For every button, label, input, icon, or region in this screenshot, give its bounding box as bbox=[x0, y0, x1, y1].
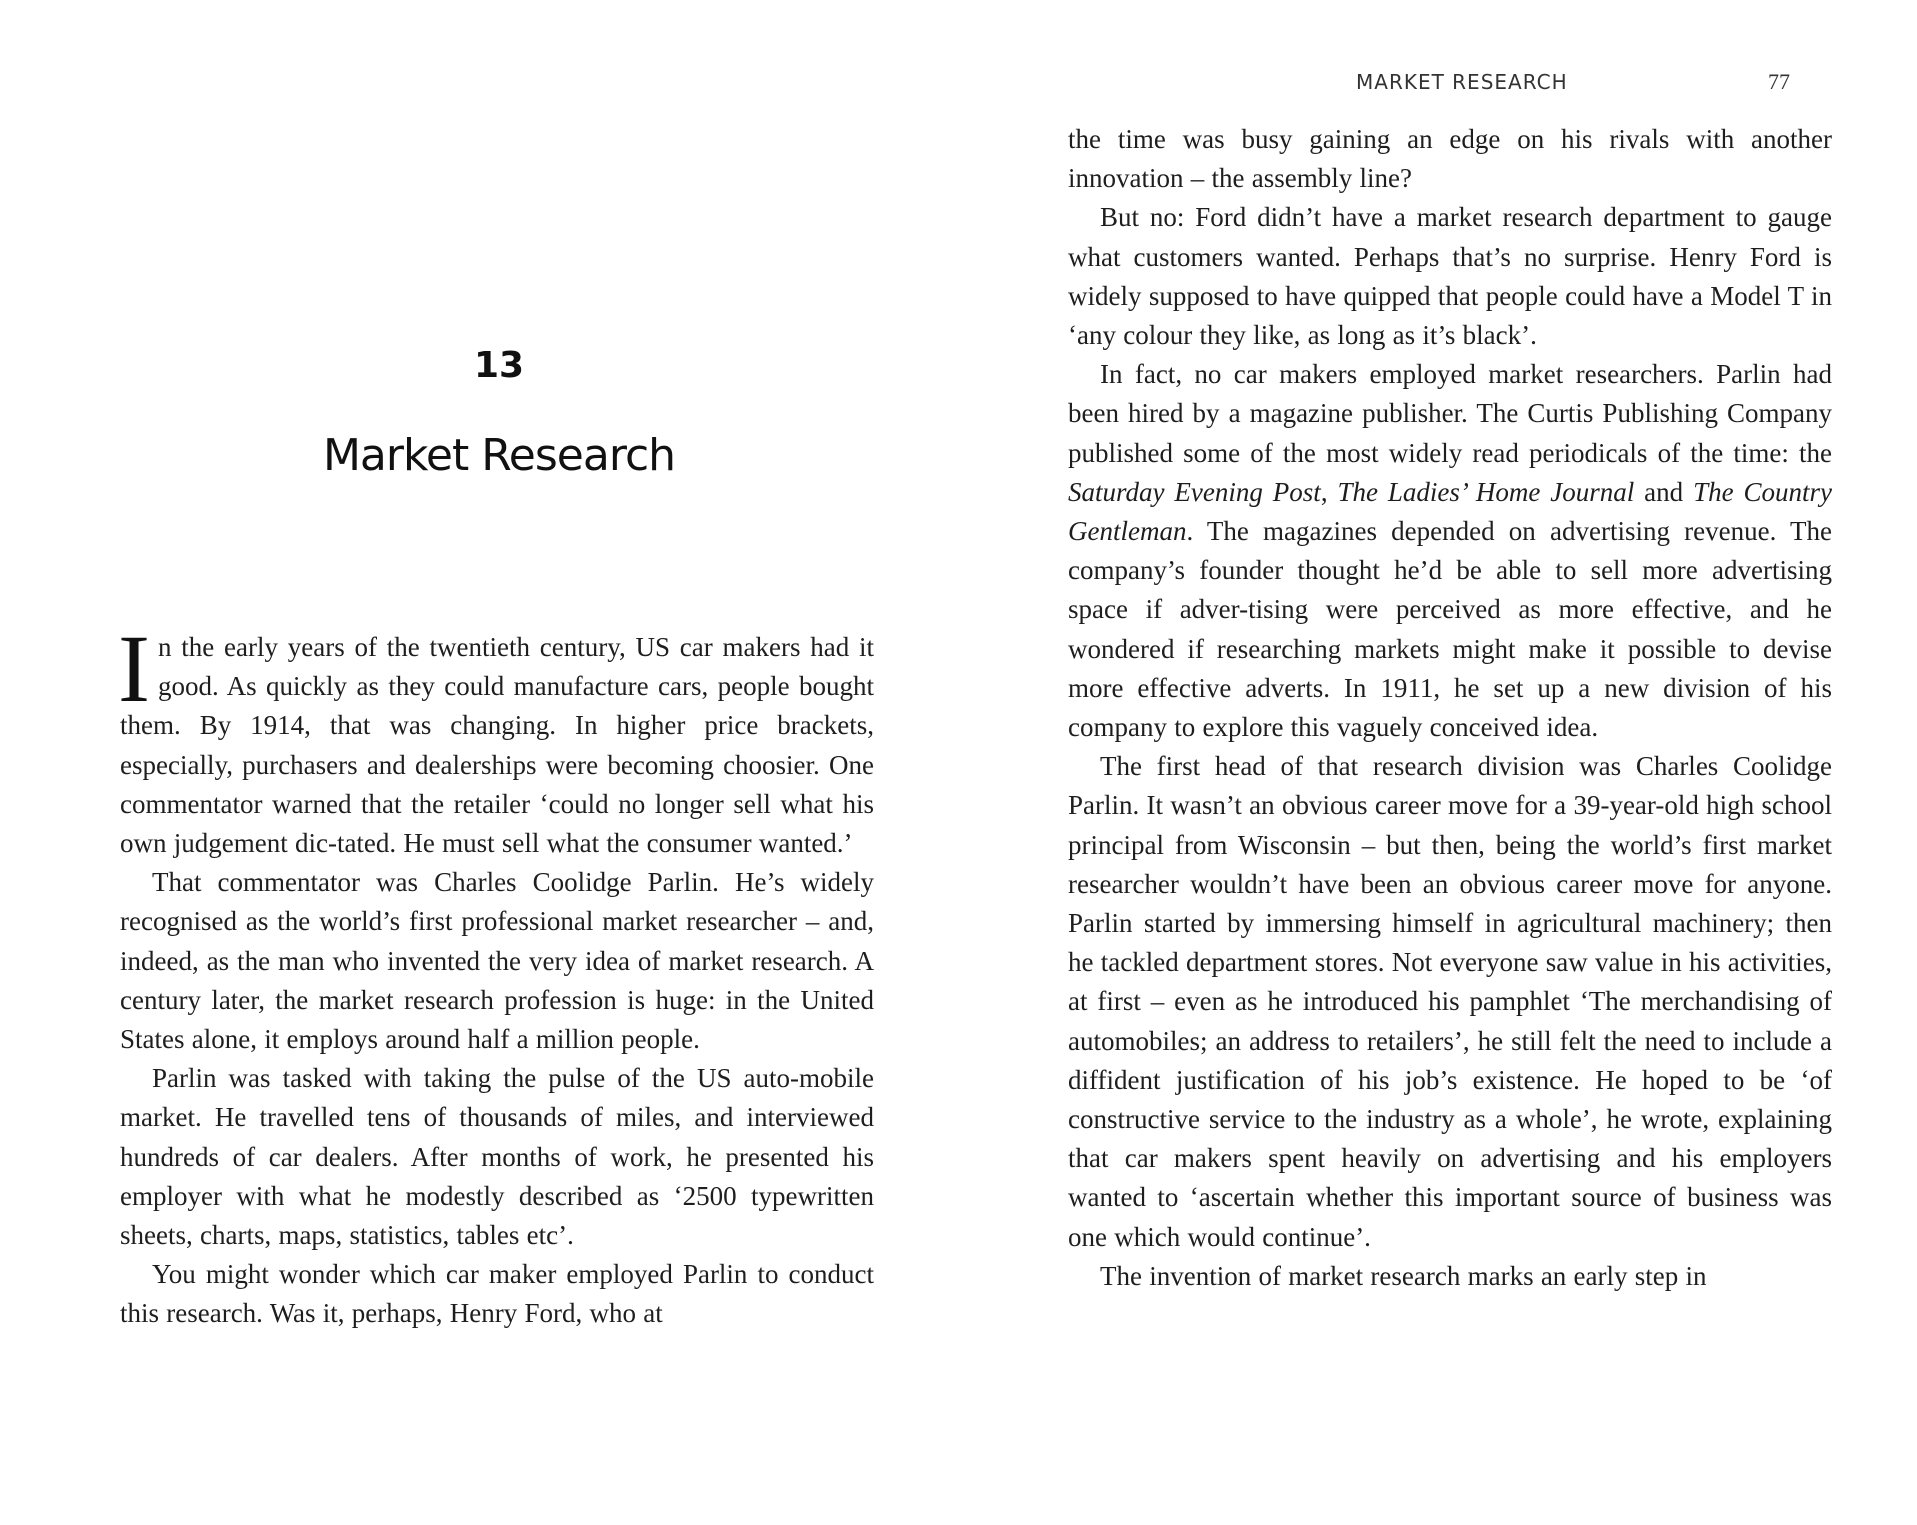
paragraph-text: In fact, no car makers employed market researchers. Parlin had been hired by a magazine publisher. The Curtis Publishing Company published some of the most widely read periodicals of the time: the bbox=[1068, 359, 1832, 468]
paragraph-text: n the early years of the twentieth century, US car makers had it good. As quickly as they could manufacture cars, people bought them. By 1914, that was changing. In higher price brackets, especially, purchasers and dealerships were becoming choosier. One commentator warned that the retailer ‘could no longer sell what his own judgement dic-tated. He must sell what the consumer wanted.’ bbox=[120, 632, 874, 859]
chapter-number: 13 bbox=[473, 345, 525, 386]
right-body-text bbox=[1068, 120, 1832, 1296]
paragraph: Parlin was tasked with taking the pulse of the US auto-mobile market. He travelled tens of thousands of miles, and interviewed hundreds of car dealers. After months of work, he presented his employer with what he modestly described as ‘2500 typewritten sheets, charts, maps, statistics, tables etc’. bbox=[120, 1063, 874, 1251]
left-page bbox=[0, 0, 958, 1525]
page-number: 77 bbox=[1768, 69, 1790, 94]
paragraph: You might wonder which car maker employed Parlin to conduct this research. Was it, perhaps, Henry Ford, who at bbox=[120, 1259, 874, 1329]
periodical-title: The Country Gentleman bbox=[1068, 476, 1832, 547]
running-head bbox=[958, 70, 1917, 100]
paragraph-text: , bbox=[1320, 476, 1338, 507]
drop-cap: I bbox=[118, 615, 150, 722]
paragraph-text: and bbox=[1634, 476, 1694, 507]
paragraph bbox=[1068, 355, 1832, 747]
periodical-title: The Ladies’ Home Journal bbox=[1337, 476, 1635, 507]
running-head-title: MARKET RESEARCH bbox=[1356, 70, 1568, 94]
periodical-title: Saturday Evening Post bbox=[1068, 476, 1321, 507]
paragraph: The invention of market research marks an early step in bbox=[1100, 1260, 1707, 1291]
right-page bbox=[958, 0, 1917, 1525]
paragraph: The first head of that research division was Charles Coolidge Parlin. It wasn’t an obvious career move for a 39-year-old high school principal from Wisconsin – but then, being the world’s first market researcher wouldn’t have been an obvious career move for anyone. Parlin started by immersing himself in agricultural machinery; then he tackled department stores. Not everyone saw value in his activities, at first – even as he introduced his pamphlet ‘The merchandising of automobiles; an address to retailers’, he still felt the need to include a diffident justification of his job’s existence. He hoped to be ‘of constructive service to the industry as a whole’, he wrote, explaining that car makers spent heavily on advertising and his employers wanted to ‘ascertain whether this important source of business was one which would continue’. bbox=[1068, 751, 1832, 1252]
paragraph: That commentator was Charles Coolidge Parlin. He’s widely recognised as the world’s first professional market researcher – and, indeed, as the man who invented the very idea of market research. A century later, the market research profession is huge: in the United States alone, it employs around half a million people. bbox=[120, 867, 874, 1055]
paragraph-text: . The magazines depended on advertising revenue. The company’s founder thought he’d be able to sell more advertising space if adver-tising were perceived as more effective, and he wondered if researching markets might make it possible to devise more effective adverts. In 1911, he set up a new division of his company to explore this vaguely conceived idea. bbox=[1068, 516, 1832, 743]
paragraph bbox=[118, 615, 874, 863]
chapter-title: Market Research bbox=[322, 430, 676, 481]
paragraph: But no: Ford didn’t have a market research department to gauge what customers wanted. Perhaps that’s no surprise. Henry Ford is widely supposed to have quipped that people could have a Model T in ‘any colour they like, as long as it’s black’. bbox=[1068, 202, 1832, 351]
paragraph: the time was busy gaining an edge on his rivals with another innovation – the assembly line? bbox=[1068, 124, 1832, 194]
left-body-text bbox=[118, 615, 874, 1334]
